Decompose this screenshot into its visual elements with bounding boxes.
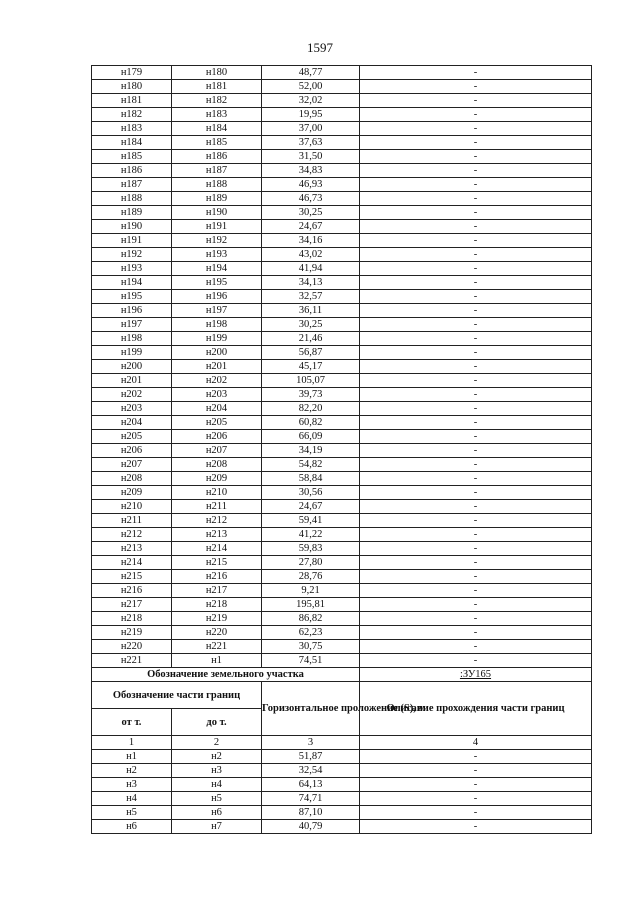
table-row bbox=[92, 792, 592, 806]
distance: 32,02 bbox=[262, 94, 360, 108]
distance: 30,25 bbox=[262, 206, 360, 220]
from-point: н212 bbox=[92, 528, 172, 542]
description: - bbox=[360, 108, 592, 122]
header-from: от т. bbox=[92, 709, 172, 736]
distance: 45,17 bbox=[262, 360, 360, 374]
distance: 82,20 bbox=[262, 402, 360, 416]
distance: 56,87 bbox=[262, 346, 360, 360]
distance: 19,95 bbox=[262, 108, 360, 122]
to-point: н4 bbox=[172, 778, 262, 792]
distance: 46,93 bbox=[262, 178, 360, 192]
from-point: н218 bbox=[92, 612, 172, 626]
description: - bbox=[360, 778, 592, 792]
from-point: н210 bbox=[92, 500, 172, 514]
from-point: н191 bbox=[92, 234, 172, 248]
to-point: н3 bbox=[172, 764, 262, 778]
from-point: н205 bbox=[92, 430, 172, 444]
description: - bbox=[360, 346, 592, 360]
table-row bbox=[92, 136, 592, 150]
distance: 105,07 bbox=[262, 374, 360, 388]
from-point: н185 bbox=[92, 150, 172, 164]
description: - bbox=[360, 136, 592, 150]
description: - bbox=[360, 164, 592, 178]
distance: 43,02 bbox=[262, 248, 360, 262]
table-row bbox=[92, 514, 592, 528]
parcel-value bbox=[360, 668, 592, 682]
description: - bbox=[360, 806, 592, 820]
distance: 34,16 bbox=[262, 234, 360, 248]
to-point: н194 bbox=[172, 262, 262, 276]
from-point: н216 bbox=[92, 584, 172, 598]
to-point: н220 bbox=[172, 626, 262, 640]
from-point: н204 bbox=[92, 416, 172, 430]
description: - bbox=[360, 290, 592, 304]
description: - bbox=[360, 472, 592, 486]
description: - bbox=[360, 80, 592, 94]
from-point: н221 bbox=[92, 654, 172, 668]
distance: 48,77 bbox=[262, 66, 360, 80]
to-point: н203 bbox=[172, 388, 262, 402]
table-row bbox=[92, 458, 592, 472]
distance: 34,83 bbox=[262, 164, 360, 178]
table-row bbox=[92, 220, 592, 234]
table-row bbox=[92, 640, 592, 654]
from-point: н201 bbox=[92, 374, 172, 388]
to-point: н198 bbox=[172, 318, 262, 332]
to-point: н183 bbox=[172, 108, 262, 122]
description: - bbox=[360, 360, 592, 374]
distance: 24,67 bbox=[262, 500, 360, 514]
table-row bbox=[92, 472, 592, 486]
distance: 39,73 bbox=[262, 388, 360, 402]
table-row bbox=[92, 444, 592, 458]
to-point: н218 bbox=[172, 598, 262, 612]
from-point: н4 bbox=[92, 792, 172, 806]
description: - bbox=[360, 598, 592, 612]
header-row-1 bbox=[92, 682, 592, 709]
to-point: н199 bbox=[172, 332, 262, 346]
distance: 31,50 bbox=[262, 150, 360, 164]
from-point: н180 bbox=[92, 80, 172, 94]
parcel-section bbox=[92, 668, 592, 750]
from-point: н197 bbox=[92, 318, 172, 332]
table-row bbox=[92, 764, 592, 778]
table-row bbox=[92, 290, 592, 304]
distance: 54,82 bbox=[262, 458, 360, 472]
from-point: н188 bbox=[92, 192, 172, 206]
to-point: н201 bbox=[172, 360, 262, 374]
from-point: н208 bbox=[92, 472, 172, 486]
from-point: н199 bbox=[92, 346, 172, 360]
from-point: н200 bbox=[92, 360, 172, 374]
to-point: н216 bbox=[172, 570, 262, 584]
description: - bbox=[360, 458, 592, 472]
table-row bbox=[92, 570, 592, 584]
distance: 41,22 bbox=[262, 528, 360, 542]
description: - bbox=[360, 276, 592, 290]
to-point: н188 bbox=[172, 178, 262, 192]
to-point: н180 bbox=[172, 66, 262, 80]
distance: 21,46 bbox=[262, 332, 360, 346]
table-row bbox=[92, 66, 592, 80]
from-point: н215 bbox=[92, 570, 172, 584]
from-point: н2 bbox=[92, 764, 172, 778]
to-point: н196 bbox=[172, 290, 262, 304]
column-number-row bbox=[92, 736, 592, 750]
from-point: н198 bbox=[92, 332, 172, 346]
to-point: н192 bbox=[172, 234, 262, 248]
table-row bbox=[92, 304, 592, 318]
description: - bbox=[360, 486, 592, 500]
to-point: н7 bbox=[172, 820, 262, 834]
from-point: н196 bbox=[92, 304, 172, 318]
table-row bbox=[92, 430, 592, 444]
from-point: н181 bbox=[92, 94, 172, 108]
to-point: н211 bbox=[172, 500, 262, 514]
top-rows bbox=[92, 66, 592, 668]
to-point: н182 bbox=[172, 94, 262, 108]
description: - bbox=[360, 584, 592, 598]
distance: 36,11 bbox=[262, 304, 360, 318]
distance: 87,10 bbox=[262, 806, 360, 820]
to-point: н191 bbox=[172, 220, 262, 234]
description: - bbox=[360, 66, 592, 80]
from-point: н6 bbox=[92, 820, 172, 834]
from-point: н207 bbox=[92, 458, 172, 472]
distance: 74,71 bbox=[262, 792, 360, 806]
description: - bbox=[360, 402, 592, 416]
column-number: 1 bbox=[92, 736, 172, 750]
from-point: н184 bbox=[92, 136, 172, 150]
distance: 41,94 bbox=[262, 262, 360, 276]
from-point: н192 bbox=[92, 248, 172, 262]
to-point: н197 bbox=[172, 304, 262, 318]
from-point: н187 bbox=[92, 178, 172, 192]
description: - bbox=[360, 318, 592, 332]
distance: 46,73 bbox=[262, 192, 360, 206]
description: - bbox=[360, 612, 592, 626]
description: - bbox=[360, 820, 592, 834]
table-row bbox=[92, 556, 592, 570]
description: - bbox=[360, 262, 592, 276]
description: - bbox=[360, 570, 592, 584]
table-row bbox=[92, 80, 592, 94]
table-row bbox=[92, 150, 592, 164]
distance: 30,75 bbox=[262, 640, 360, 654]
description: - bbox=[360, 542, 592, 556]
parcel-row bbox=[92, 668, 592, 682]
table-row bbox=[92, 388, 592, 402]
description: - bbox=[360, 626, 592, 640]
table-row bbox=[92, 332, 592, 346]
to-point: н1 bbox=[172, 654, 262, 668]
from-point: н182 bbox=[92, 108, 172, 122]
to-point: н210 bbox=[172, 486, 262, 500]
distance: 34,19 bbox=[262, 444, 360, 458]
table-row bbox=[92, 402, 592, 416]
to-point: н193 bbox=[172, 248, 262, 262]
distance: 24,67 bbox=[262, 220, 360, 234]
column-number: 2 bbox=[172, 736, 262, 750]
description: - bbox=[360, 388, 592, 402]
header-boundary-parts: Обозначение части границ bbox=[92, 682, 262, 709]
description: - bbox=[360, 750, 592, 764]
to-point: н207 bbox=[172, 444, 262, 458]
from-point: н179 bbox=[92, 66, 172, 80]
description: - bbox=[360, 206, 592, 220]
from-point: н206 bbox=[92, 444, 172, 458]
to-point: н206 bbox=[172, 430, 262, 444]
to-point: н5 bbox=[172, 792, 262, 806]
description: - bbox=[360, 374, 592, 388]
from-point: н220 bbox=[92, 640, 172, 654]
table-row bbox=[92, 584, 592, 598]
table-row bbox=[92, 654, 592, 668]
distance: 52,00 bbox=[262, 80, 360, 94]
description: - bbox=[360, 150, 592, 164]
distance: 60,82 bbox=[262, 416, 360, 430]
header-horizontal: Горизонтальное проложение (S), м bbox=[262, 682, 360, 736]
table-row bbox=[92, 94, 592, 108]
table-row bbox=[92, 626, 592, 640]
distance: 34,13 bbox=[262, 276, 360, 290]
from-point: н189 bbox=[92, 206, 172, 220]
distance: 30,56 bbox=[262, 486, 360, 500]
table-row bbox=[92, 500, 592, 514]
to-point: н214 bbox=[172, 542, 262, 556]
description: - bbox=[360, 654, 592, 668]
distance: 30,25 bbox=[262, 318, 360, 332]
table-row bbox=[92, 486, 592, 500]
to-point: н190 bbox=[172, 206, 262, 220]
from-point: н214 bbox=[92, 556, 172, 570]
description: - bbox=[360, 178, 592, 192]
distance: 28,76 bbox=[262, 570, 360, 584]
to-point: н202 bbox=[172, 374, 262, 388]
column-number: 4 bbox=[360, 736, 592, 750]
table-row bbox=[92, 108, 592, 122]
table-row bbox=[92, 318, 592, 332]
distance: 27,80 bbox=[262, 556, 360, 570]
from-point: н193 bbox=[92, 262, 172, 276]
table-row bbox=[92, 542, 592, 556]
from-point: н202 bbox=[92, 388, 172, 402]
to-point: н205 bbox=[172, 416, 262, 430]
parcel-label: Обозначение земельного участка bbox=[92, 668, 360, 682]
distance: 32,54 bbox=[262, 764, 360, 778]
distance: 59,83 bbox=[262, 542, 360, 556]
table-row bbox=[92, 192, 592, 206]
table-row bbox=[92, 164, 592, 178]
description: - bbox=[360, 122, 592, 136]
description: - bbox=[360, 234, 592, 248]
table-row bbox=[92, 248, 592, 262]
description: - bbox=[360, 430, 592, 444]
description: - bbox=[360, 248, 592, 262]
table-row bbox=[92, 750, 592, 764]
from-point: н186 bbox=[92, 164, 172, 178]
to-point: н185 bbox=[172, 136, 262, 150]
distance: 51,87 bbox=[262, 750, 360, 764]
to-point: н186 bbox=[172, 150, 262, 164]
distance: 37,00 bbox=[262, 122, 360, 136]
from-point: н3 bbox=[92, 778, 172, 792]
description: - bbox=[360, 500, 592, 514]
description: - bbox=[360, 764, 592, 778]
description: - bbox=[360, 94, 592, 108]
distance: 32,57 bbox=[262, 290, 360, 304]
to-point: н221 bbox=[172, 640, 262, 654]
from-point: н217 bbox=[92, 598, 172, 612]
table-row bbox=[92, 374, 592, 388]
description: - bbox=[360, 332, 592, 346]
from-point: н211 bbox=[92, 514, 172, 528]
to-point: н6 bbox=[172, 806, 262, 820]
to-point: н209 bbox=[172, 472, 262, 486]
distance: 40,79 bbox=[262, 820, 360, 834]
description: - bbox=[360, 416, 592, 430]
table-row bbox=[92, 612, 592, 626]
distance: 195,81 bbox=[262, 598, 360, 612]
distance: 58,84 bbox=[262, 472, 360, 486]
table-row bbox=[92, 206, 592, 220]
table-row bbox=[92, 416, 592, 430]
parcel-value-text: :ЗУ165 bbox=[459, 669, 492, 680]
table-row bbox=[92, 178, 592, 192]
to-point: н181 bbox=[172, 80, 262, 94]
from-point: н1 bbox=[92, 750, 172, 764]
description: - bbox=[360, 444, 592, 458]
description: - bbox=[360, 528, 592, 542]
description: - bbox=[360, 640, 592, 654]
to-point: н204 bbox=[172, 402, 262, 416]
to-point: н219 bbox=[172, 612, 262, 626]
description: - bbox=[360, 304, 592, 318]
distance: 86,82 bbox=[262, 612, 360, 626]
header-to: до т. bbox=[172, 709, 262, 736]
from-point: н203 bbox=[92, 402, 172, 416]
to-point: н189 bbox=[172, 192, 262, 206]
distance: 74,51 bbox=[262, 654, 360, 668]
distance: 37,63 bbox=[262, 136, 360, 150]
distance: 66,09 bbox=[262, 430, 360, 444]
description: - bbox=[360, 556, 592, 570]
table-row bbox=[92, 262, 592, 276]
from-point: н195 bbox=[92, 290, 172, 304]
table-row bbox=[92, 778, 592, 792]
bottom-rows bbox=[92, 750, 592, 834]
from-point: н190 bbox=[92, 220, 172, 234]
from-point: н183 bbox=[92, 122, 172, 136]
page-number: 1597 bbox=[307, 40, 333, 55]
table-row bbox=[92, 598, 592, 612]
distance: 64,13 bbox=[262, 778, 360, 792]
from-point: н219 bbox=[92, 626, 172, 640]
to-point: н212 bbox=[172, 514, 262, 528]
to-point: н217 bbox=[172, 584, 262, 598]
description: - bbox=[360, 792, 592, 806]
to-point: н213 bbox=[172, 528, 262, 542]
to-point: н215 bbox=[172, 556, 262, 570]
distance: 9,21 bbox=[262, 584, 360, 598]
description: - bbox=[360, 220, 592, 234]
table-row bbox=[92, 122, 592, 136]
from-point: н209 bbox=[92, 486, 172, 500]
table-row bbox=[92, 346, 592, 360]
from-point: н5 bbox=[92, 806, 172, 820]
to-point: н208 bbox=[172, 458, 262, 472]
to-point: н187 bbox=[172, 164, 262, 178]
table-row bbox=[92, 806, 592, 820]
table-row bbox=[92, 528, 592, 542]
to-point: н184 bbox=[172, 122, 262, 136]
distance: 62,23 bbox=[262, 626, 360, 640]
from-point: н194 bbox=[92, 276, 172, 290]
table-row bbox=[92, 234, 592, 248]
from-point: н213 bbox=[92, 542, 172, 556]
description: - bbox=[360, 192, 592, 206]
table-row bbox=[92, 360, 592, 374]
description: - bbox=[360, 514, 592, 528]
distance: 59,41 bbox=[262, 514, 360, 528]
to-point: н2 bbox=[172, 750, 262, 764]
table-row bbox=[92, 820, 592, 834]
table-row bbox=[92, 276, 592, 290]
to-point: н200 bbox=[172, 346, 262, 360]
to-point: н195 bbox=[172, 276, 262, 290]
boundary-table bbox=[91, 65, 592, 834]
header-description: Описание прохождения части границ bbox=[360, 682, 592, 736]
column-number: 3 bbox=[262, 736, 360, 750]
